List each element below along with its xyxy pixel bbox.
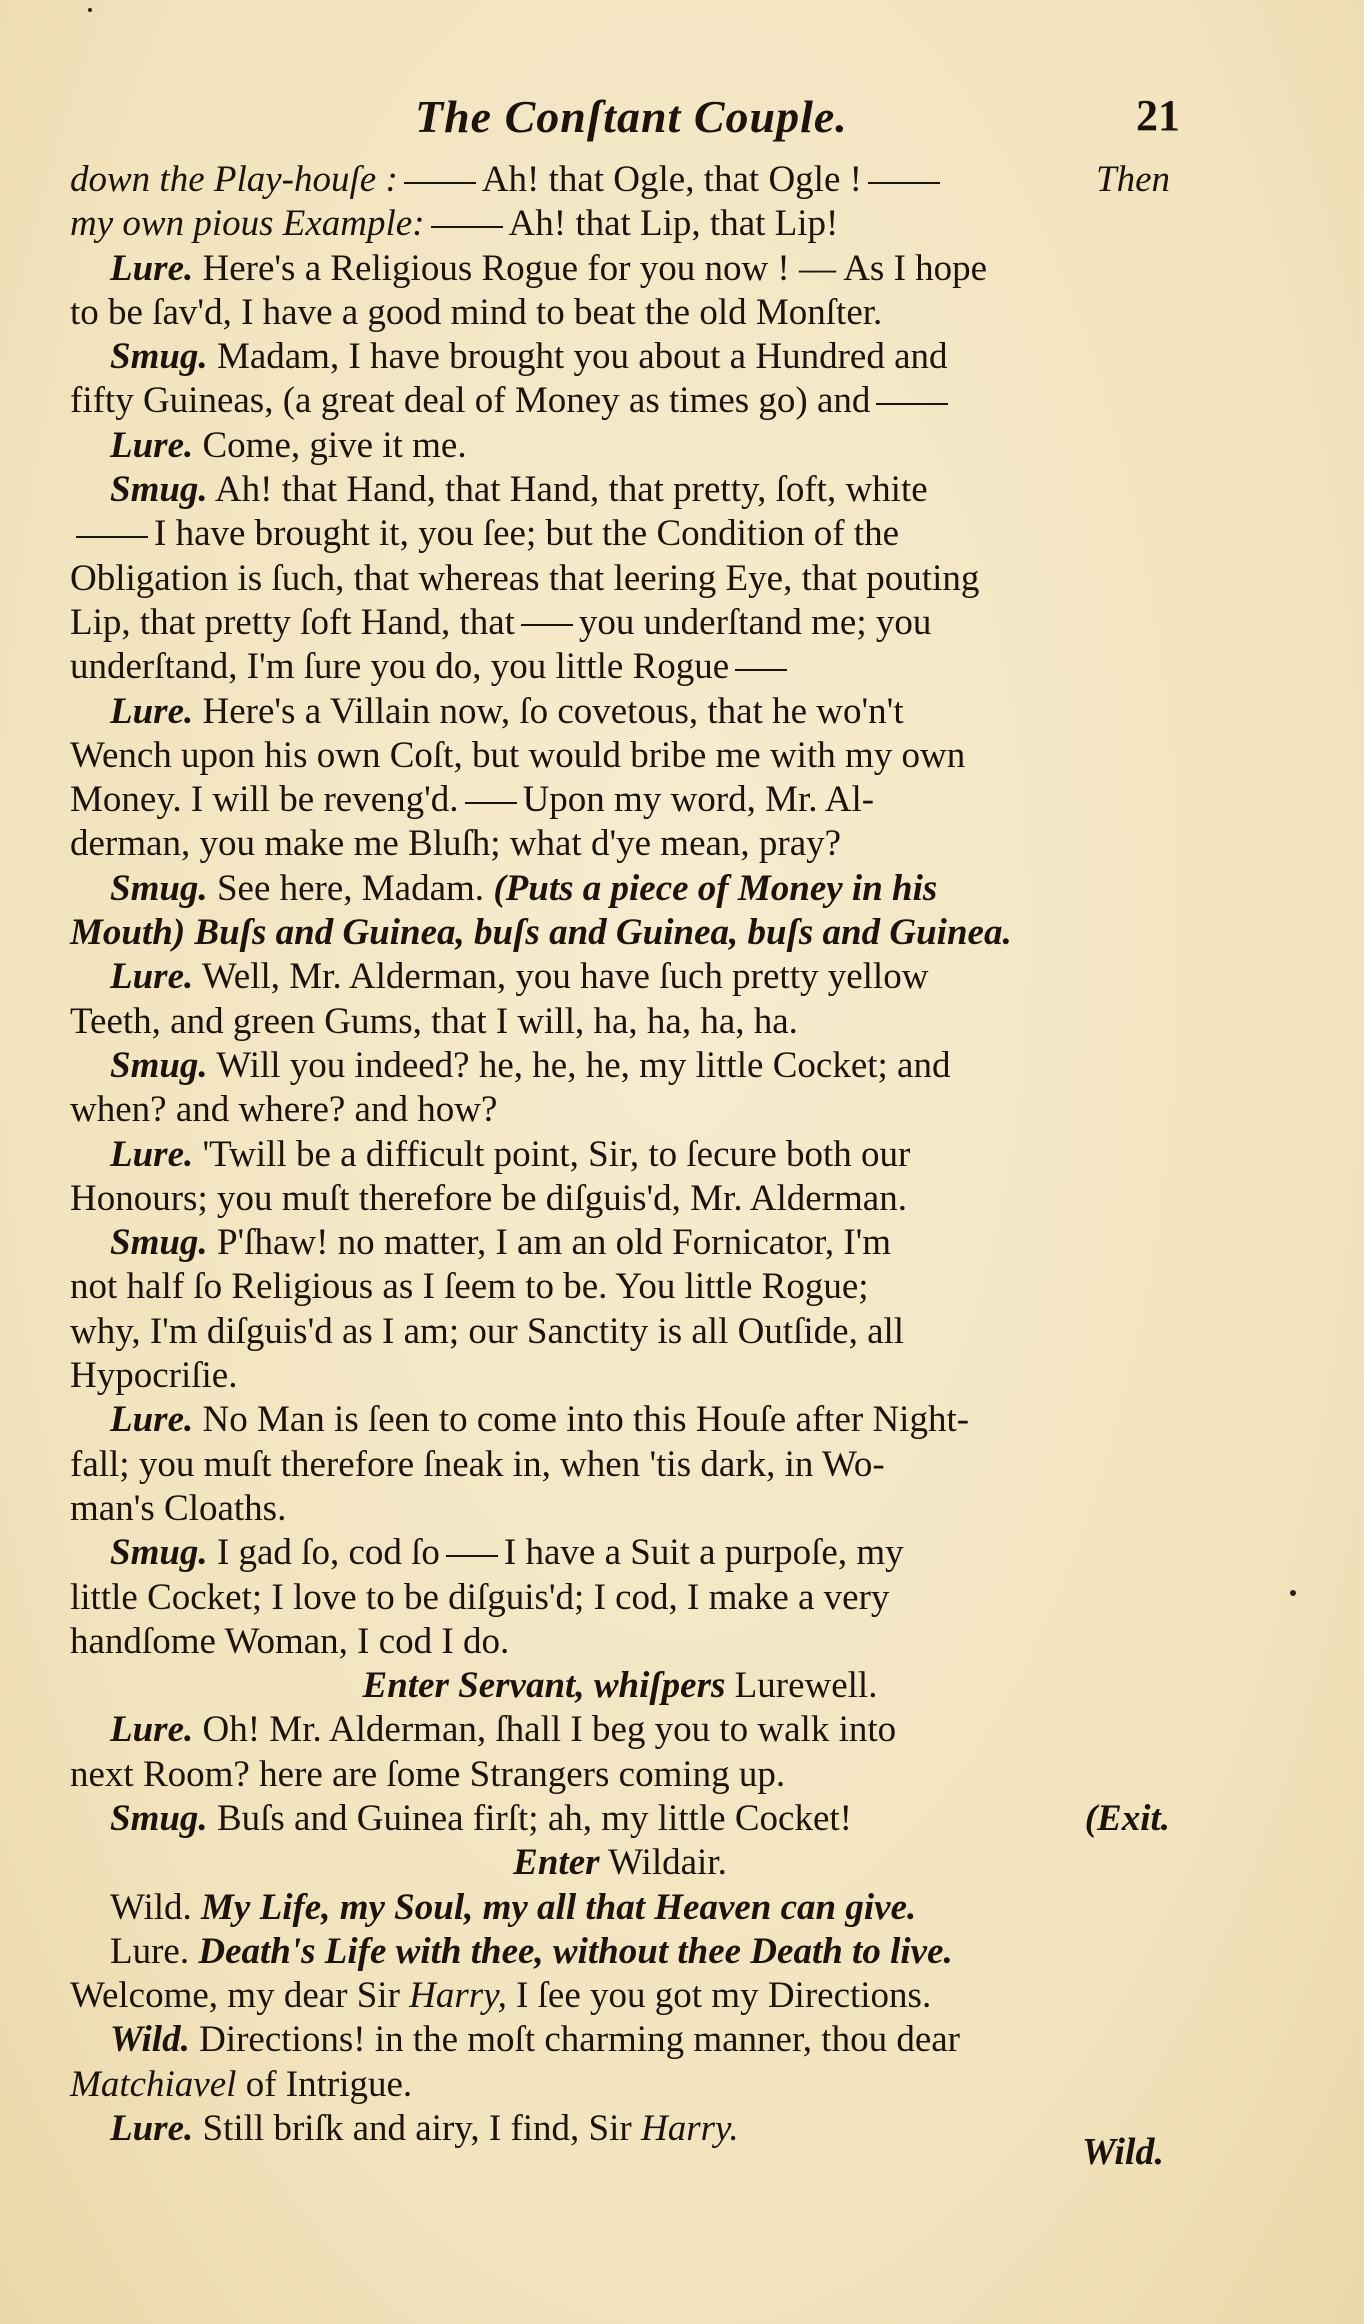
text-line: Money. I will be reveng'd. Upon my word, Mr. Al- <box>70 779 875 821</box>
speaker-name: Smug. <box>110 1797 208 1839</box>
text-line: fifty Guineas, (a great deal of Money as times go) and <box>70 379 1170 423</box>
stage-direction: Enter Wildair. <box>513 1842 727 1884</box>
text-line: down the Play-houſe : Ah! that Ogle, that Ogle ! Then <box>70 159 1170 200</box>
text-line: when? and where? and how? <box>70 1089 498 1131</box>
text-line: Wild. My Life, my Soul, my all that Heaven can give. <box>110 1886 917 1928</box>
text-line: Wild. Directions! in the moſt charming manner, thou dear <box>110 2019 960 2061</box>
speaker-name: Lure. <box>110 690 194 732</box>
text-line: Lure. Oh! Mr. Alderman, ſhall I beg you to walk into <box>110 1709 897 1751</box>
page-header <box>70 90 1180 150</box>
text-line: Smug. Ah! that Hand, that Hand, that pretty, ſoft, white <box>110 469 928 511</box>
ink-speck <box>1290 1590 1296 1596</box>
text-line: I have brought it, you ſee; but the Condition of the <box>70 512 1170 556</box>
speaker-name: Smug. <box>110 1044 208 1086</box>
text-line: man's Cloaths. <box>70 1487 287 1529</box>
text-line: why, I'm diſguis'd as I am; our Sanctity is all Outſide, all <box>70 1310 905 1352</box>
speaker-name: Lure. <box>110 1133 194 1175</box>
text-line: Hypocriſie. <box>70 1355 238 1397</box>
text-line: Welcome, my dear Sir Harry, I ſee you got my Directions. <box>70 1975 932 2017</box>
speaker-name: Lure. <box>110 2108 194 2150</box>
text-line: Smug. See here, Madam. (Puts a piece of Money in his <box>110 867 938 909</box>
text-line: Lure. Well, Mr. Alderman, you have ſuch pretty yellow <box>110 956 929 998</box>
text-line: Honours; you muſt therefore be diſguis'd, Mr. Alderman. <box>70 1177 907 1219</box>
speaker-name: Smug. <box>110 1532 208 1574</box>
text-line: underſtand, I'm ſure you do, you little Rogue <box>70 645 1170 689</box>
text-line: Teeth, and green Gums, that I will, ha, ha, ha, ha. <box>70 1000 798 1042</box>
text-line: Lure. No Man is ſeen to come into this Houſe after Night- <box>110 1399 970 1441</box>
text-line: Matchiavel of Intrigue. <box>70 2063 413 2105</box>
text-line: to be ſav'd, I have a good mind to beat the old Monſter. <box>70 291 883 333</box>
text-line: Smug. Will you indeed? he, he, he, my little Cocket; and <box>110 1044 951 1086</box>
text-line: next Room? here are ſome Strangers coming up. <box>70 1753 786 1795</box>
text-line: Smug. Buſs and Guinea firſt; ah, my little Cocket! (Exit. <box>70 1797 1170 1841</box>
speaker-name: Lure. <box>110 1709 194 1751</box>
text-line: fall; you muſt therefore ſneak in, when 'tis dark, in Wo- <box>70 1443 885 1485</box>
speaker-name: Smug. <box>110 867 208 909</box>
running-title: The Conſtant Couple. <box>415 91 848 142</box>
speaker-name: Lure. <box>110 1930 190 1972</box>
speaker-name: Lure. <box>110 247 194 289</box>
text-line: Lure. Here's a Villain now, ſo covetous, that he wo'n't <box>110 690 904 732</box>
text-line: Lip, that pretty ſoft Hand, that you underſtand me; you <box>70 601 932 643</box>
text-line: Lure. Death's Life with thee, without thee Death to live. <box>110 1930 953 1972</box>
catchword: Wild. <box>1082 2131 1164 2173</box>
speaker-name: Lure. <box>110 1399 194 1441</box>
speaker-name: Lure. <box>110 424 194 466</box>
stage-direction: Mouth) Buſs and Guinea, buſs and Guinea, buſs and Guinea. <box>70 912 1012 954</box>
text-line: Lure. 'Twill be a difficult point, Sir, to ſecure both our <box>110 1133 911 1175</box>
speaker-name: Wild. <box>110 1886 192 1928</box>
speaker-name: Smug. <box>110 336 208 378</box>
ink-speck <box>88 8 92 12</box>
stage-direction: Enter Servant, whiſpers Lurewell. <box>362 1665 878 1707</box>
page-number: 21 <box>1136 91 1180 140</box>
text-line: Smug. I gad ſo, cod ſo I have a Suit a purpoſe, my <box>110 1532 904 1574</box>
speaker-name: Smug. <box>110 1222 208 1264</box>
text-line: Smug. Madam, I have brought you about a Hundred and <box>110 336 948 378</box>
play-text <box>70 158 1170 2151</box>
stage-direction: (Puts a piece of Money in his <box>493 867 938 909</box>
text-line: Obligation is ſuch, that whereas that leering Eye, that pouting <box>70 557 980 599</box>
speaker-name: Wild. <box>110 2019 190 2061</box>
text-line: Wench upon his own Coſt, but would bribe me with my own <box>70 734 966 776</box>
text-line: Lure. Still briſk and airy, I find, Sir Harry. <box>110 2108 739 2150</box>
text-line: not half ſo Religious as I ſeem to be. You little Rogue; <box>70 1266 869 1308</box>
text-line: Lure. Come, give it me. <box>110 424 467 466</box>
speaker-name: Lure. <box>110 956 194 998</box>
text-line: little Cocket; I love to be diſguis'd; I cod, I make a very <box>70 1576 890 1618</box>
text-line: my own pious Example: Ah! that Lip, that Lip! <box>70 203 839 245</box>
text-line: derman, you make me Bluſh; what d'ye mean, pray? <box>70 823 842 865</box>
text-line: Smug. P'ſhaw! no matter, I am an old Fornicator, I'm <box>110 1222 892 1264</box>
text-line: Lure. Here's a Religious Rogue for you now ! — As I hope <box>110 247 988 289</box>
text-line: handſome Woman, I cod I do. <box>70 1620 510 1662</box>
stage-direction: (Exit. <box>1084 1797 1170 1839</box>
speaker-name: Smug. <box>110 469 208 511</box>
